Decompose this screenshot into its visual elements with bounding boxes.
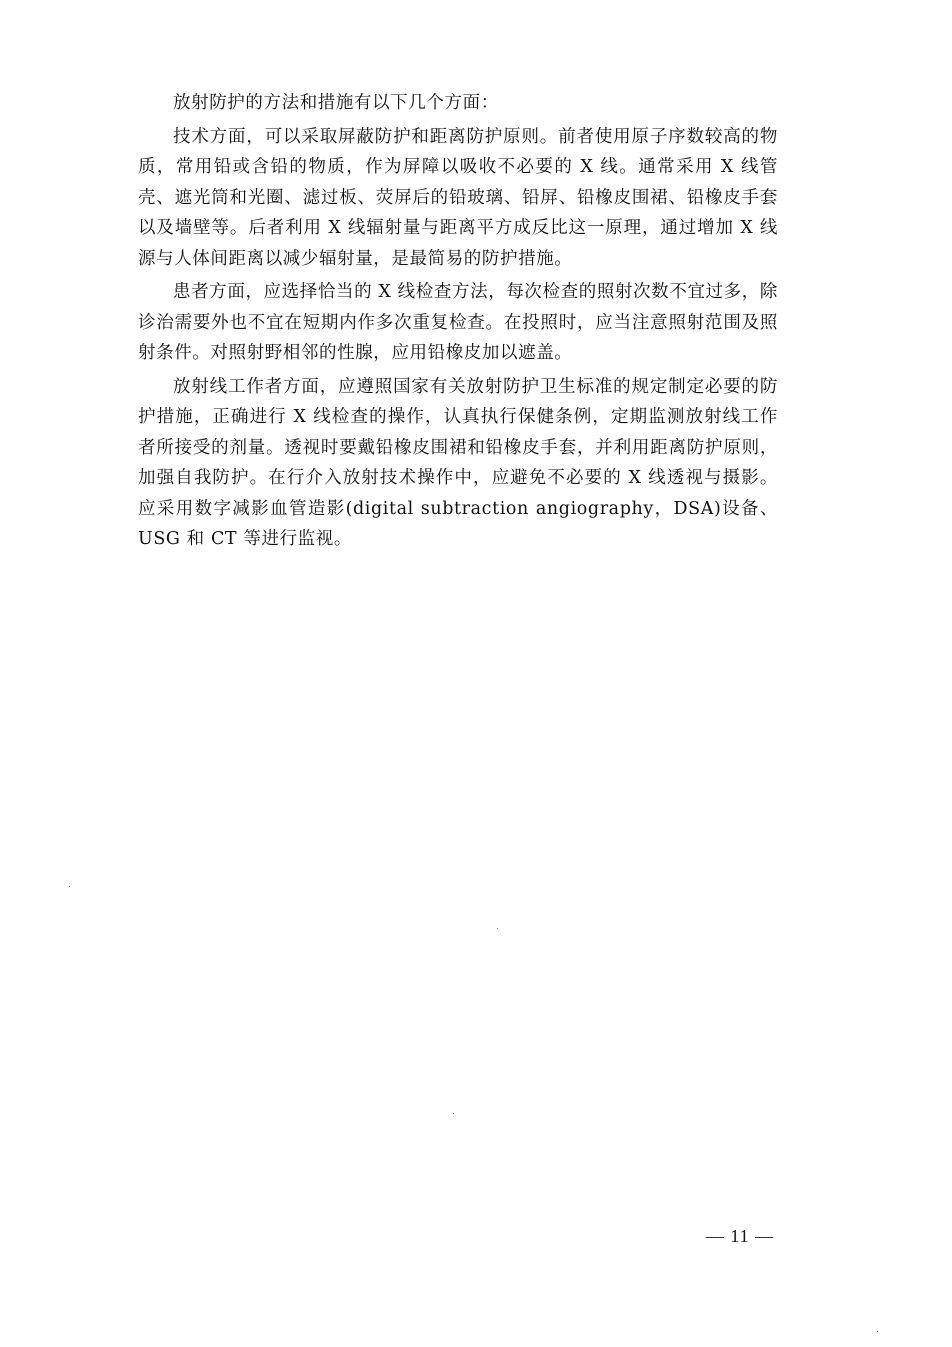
scan-speck	[69, 886, 70, 887]
scan-speck	[877, 1331, 878, 1332]
technical-paragraph: 技术方面，可以采取屏蔽防护和距离防护原则。前者使用原子序数较高的物质，常用铅或含铅的物质，作为屏障以吸收不必要的 X 线。通常采用 X 线管壳、遮光筒和光圈、滤过板、荧屏后的铅玻璃、铅屏、铅橡皮围裙、铅橡皮手套以及墙壁等。后者利用 X 线辐射量与距离平方成反比这一原理，通过增加 X 线源与人体间距离以减少辐射量，是最简易的防护措施。	[138, 126, 778, 269]
page-body	[138, 88, 778, 555]
scan-speck	[453, 1113, 454, 1114]
patient-paragraph: 患者方面，应选择恰当的 X 线检查方法，每次检查的照射次数不宜过多，除诊治需要外也不宜在短期内作多次重复检查。在投照时，应当注意照射范围及照射条件。对照射野相邻的性腺，应用铅橡皮加以遮盖。	[138, 282, 778, 363]
intro-paragraph: 放射防护的方法和措施有以下几个方面：	[173, 93, 499, 113]
page-number: — 11 —	[705, 1226, 775, 1246]
worker-paragraph: 放射线工作者方面，应遵照国家有关放射防护卫生标准的规定制定必要的防护措施，正确进行 X 线检查的操作，认真执行保健条例，定期监测放射线工作者所接受的剂量。透视时要戴铅橡皮围裙和铅橡皮手套，并利用距离防护原则，加强自我防护。在行介入放射技术操作中，应避免不必要的 X 线透视与摄影。应采用数字减影血管造影(digital subtraction angiography，DSA)设备、USG 和 CT 等进行监视。	[138, 376, 778, 549]
scan-speck	[497, 928, 498, 929]
